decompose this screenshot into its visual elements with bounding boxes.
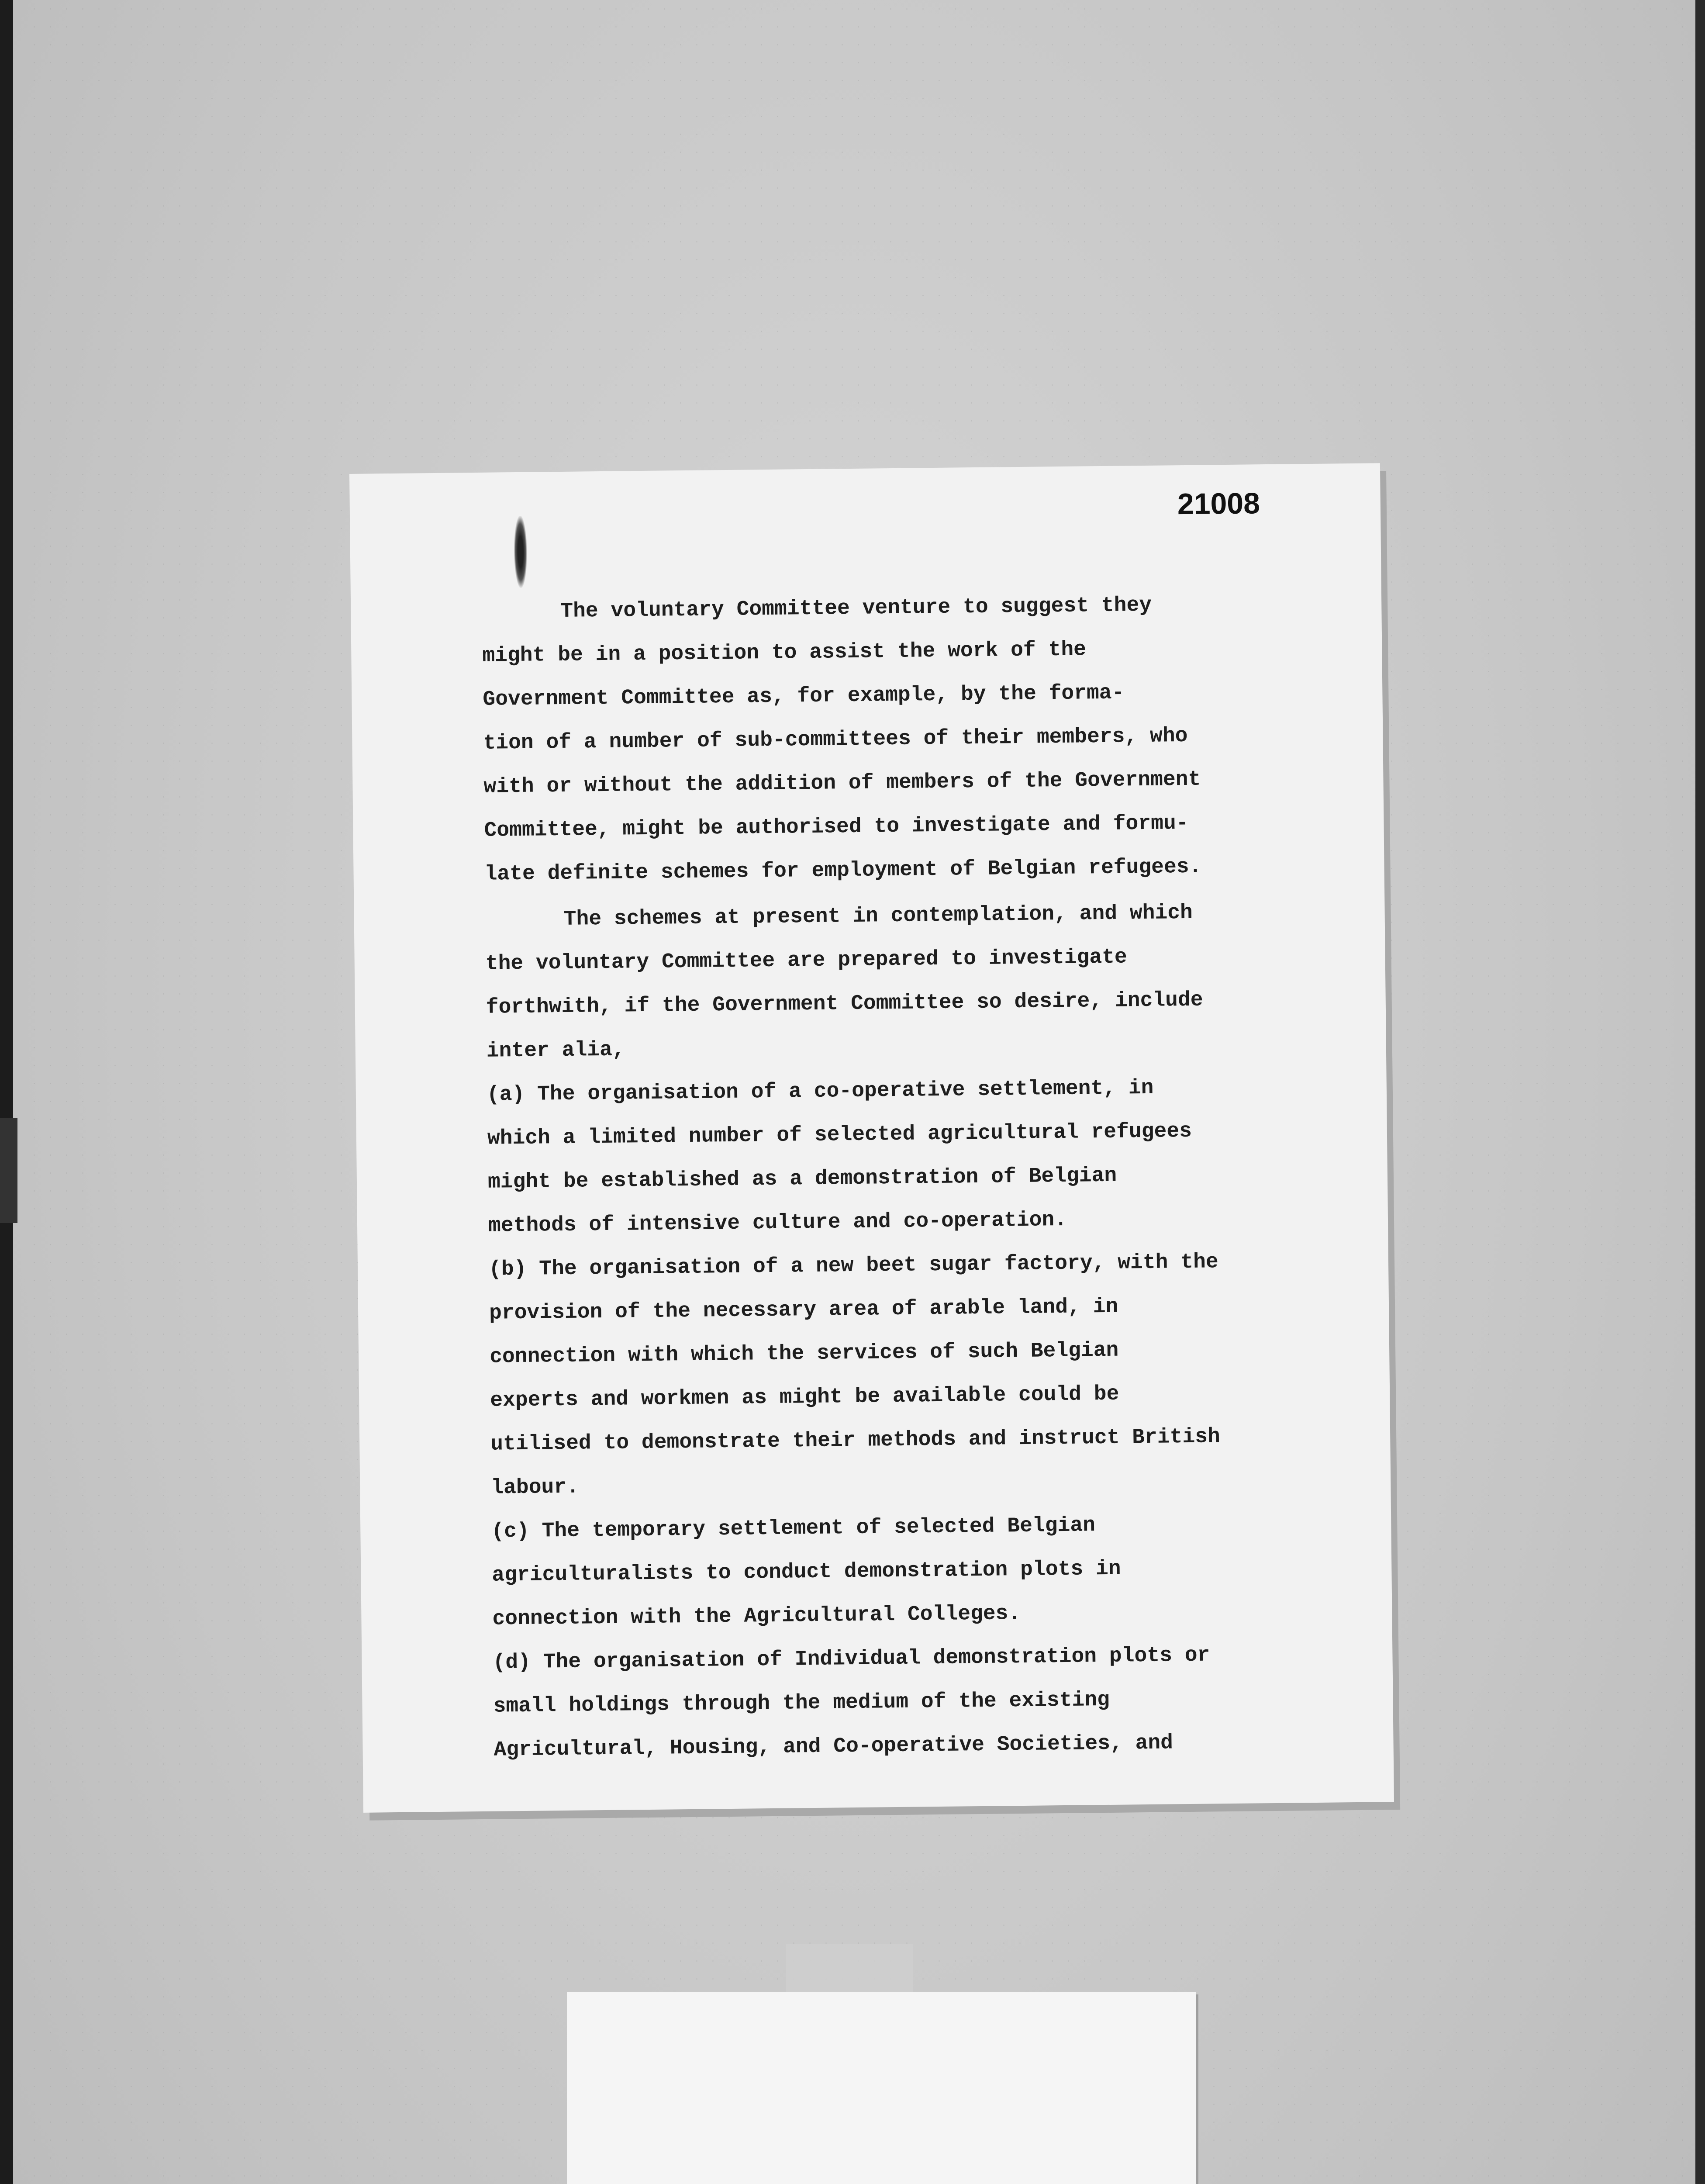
typed-document-page [349,463,1394,1813]
text-line: small holdings through the medium of the existing [493,1688,1110,1718]
text-line: Committee, might be authorised to investigate and formu- [484,811,1189,843]
item-d [493,1632,1359,1772]
text-line: the voluntary Committee are prepared to investigate [485,945,1128,976]
paragraph-1 [482,581,1350,896]
clip-mark [0,1118,17,1223]
text-line: (a) The organisation of a co-operative settlement, in [487,1076,1154,1107]
text-line: (d) The organisation of Individual demonstration plots or [493,1643,1210,1675]
text-line: The schemes at present in contemplation, and which [563,901,1193,931]
item-c [491,1501,1357,1641]
text-line: forthwith, if the Government Committee so desire, include [486,988,1203,1019]
item-a [487,1064,1353,1248]
text-line: (c) The temporary settlement of selected Belgian [491,1514,1096,1544]
text-line: might be in a position to assist the work of the [482,638,1087,668]
item-b [489,1239,1356,1510]
text-line: Agricultural, Housing, and Co-operative Societies, and [494,1731,1173,1762]
text-line: tion of a number of sub-committees of their members, who [483,724,1188,755]
paragraph-2 [485,889,1351,1073]
text-line: inter alia, [486,1038,625,1063]
text-line: experts and workmen as might be available could be [490,1382,1119,1413]
film-frame-edge-right [1695,0,1705,2184]
text-line: with or without the addition of members of the Government [483,767,1201,799]
text-line: labour. [491,1475,580,1500]
text-line: late definite schemes for employment of Belgian refugees. [484,855,1202,886]
ink-mark [514,516,528,588]
text-line: agriculturalists to conduct demonstration plots in [492,1557,1121,1587]
text-line: connection with the Agricultural Colleges. [492,1602,1021,1631]
text-line: utilised to demonstrate their methods and instruct British [490,1425,1221,1456]
text-line: (b) The organisation of a new beet sugar factory, with the [488,1250,1218,1282]
text-line: might be established as a demonstration of Belgian [487,1164,1117,1194]
text-line: provision of the necessary area of arable land, in [489,1295,1118,1325]
text-line: which a limited number of selected agricultural refugees [487,1119,1192,1151]
film-frame-edge-left [0,0,13,2184]
text-line: connection with which the services of such Belgian [489,1338,1119,1369]
text-line: The voluntary Committee venture to suggest they [560,593,1152,623]
archive-label-card [567,1992,1196,2184]
page-number: 21008 [1177,487,1260,521]
text-line: Government Committee as, for example, by the forma- [483,681,1125,712]
text-line: methods of intensive culture and co-operation. [488,1208,1067,1238]
